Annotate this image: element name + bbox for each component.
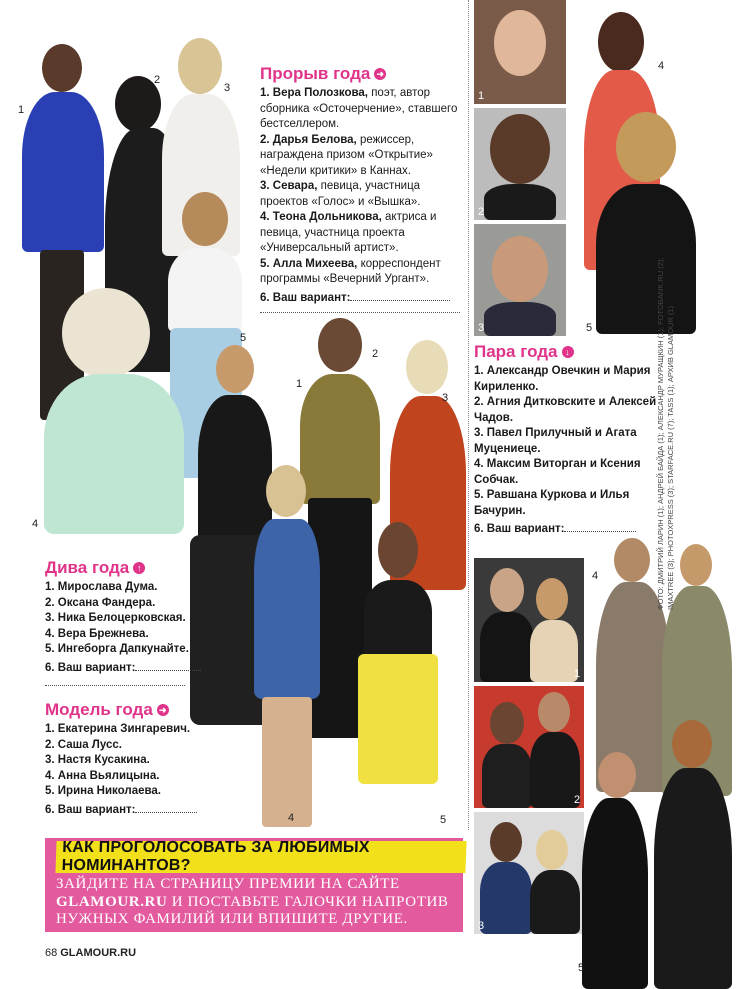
section-title: Пара года [474,342,558,361]
list-item: 5. Алла Михеева, корреспондент программы «Вечерний Ургант». [260,257,441,285]
breakthrough-section [260,64,465,306]
your-choice-field[interactable]: 6. Ваш вариант: [260,288,465,307]
model-photo-number: 5 [440,814,447,826]
arrow-up-icon: ↑ [133,562,145,574]
breakthrough-photo-3 [474,224,566,336]
list-item: 2. Дарья Белова, режиссер, награжденa призом «Открытие» «Недели критики» в Каннах. [260,133,433,177]
couple-section [474,342,674,538]
model-photo-number: 2 [372,348,379,360]
list-item: 5. Ирина Николаева. [45,785,162,797]
list-item: 4. Вера Брежнева. [45,627,149,640]
breakthrough-list [260,86,465,288]
diva-photo-number: 2 [154,74,161,86]
list-item: 1. Вера Полозкова, поэт, автор сборника «Осточерчение», ставшего бестселлером. [260,87,458,130]
list-item: 2. Агния Дитковските и Алексей Чадов. [474,396,657,424]
diva-photo-number: 5 [240,332,247,344]
model-list [45,722,235,800]
list-item: 1. Мирослава Дума. [45,581,158,593]
list-item: 4. Теона Дольникова, актриса и певица, участница проекта «Универсальный артист». [260,211,437,254]
couple-photo-number: 4 [592,570,599,582]
list-item: 1. Александр Овечкин и Мария Кириленко. [474,365,651,393]
list-item: 3. Ника Белоцерковская. [45,612,186,624]
breakthrough-photo-5 [590,112,700,334]
model-photo-4 [232,465,342,835]
model-section [45,700,235,818]
your-choice-field[interactable]: 6. Ваш вариант: [45,800,235,819]
diva-photo-number: 1 [18,104,25,116]
couple-photo-2 [474,686,584,808]
diva-section [45,558,225,676]
diva-photo-number: 4 [32,518,39,530]
list-item: 4. Анна Вьялицына. [45,769,160,782]
couple-photo-number: 2 [574,794,581,806]
breakthrough-photo-2 [474,108,566,220]
list-item: 1. Екатерина Зингаревич. [45,723,191,735]
list-item: 3. Павел Прилучный и Агата Муцениеце. [474,427,637,455]
model-photo-number: 3 [442,392,449,404]
list-item: 2. Саша Лусс. [45,738,122,751]
section-title: Дива года [45,558,130,577]
couple-photo-5 [576,714,736,989]
list-item: 3. Севара, певица, участница проектов «Голос» и «Вышка». [260,180,421,208]
arrow-down-icon: ↓ [562,346,574,358]
breakthrough-photo-number: 1 [478,90,485,102]
photo-credits: ФОТО: ДМИТРИЙ ЛАРИН (1); АНДРЕЙ БАЙДА (1); АЛЕКСАНДР МУРАЩКИН (1); FOTOBANK.RU (2); IMAXTREE (3); PHOTOXPRESS (3); STARFACE.RU (7); TASS (1); АРХИВ GLAMOUR (1) [656,257,675,610]
diva-list [45,580,225,658]
list-item: 4. Максим Виторган и Ксения Собчак. [474,458,641,486]
breakthrough-photo-number: 5 [586,322,593,334]
list-item: 5. Равшана Куркова и Илья Бачурин. [474,489,630,517]
your-choice-field[interactable]: 6. Ваш вариант: [474,519,674,538]
list-item: 5. Ингеборга Дапкунайте. [45,643,189,655]
couple-photo-1 [474,558,584,682]
model-photo-number: 4 [288,812,295,824]
site-link[interactable]: GLAMOUR.RU [56,893,168,910]
breakthrough-photo-number: 4 [658,60,665,72]
your-choice-field[interactable]: 6. Ваш вариант: [45,658,225,677]
page-number: 68 [45,947,58,959]
list-item: 3. Настя Кусакина. [45,754,150,766]
model-photo-number: 1 [296,378,303,390]
page-folio [45,947,136,959]
vote-title: КАК ПРОГОЛОСОВАТЬ ЗА ЛЮБИМЫХ НОМИНАНТОВ? [55,841,466,873]
arrow-right-icon: ➜ [157,704,169,716]
arrow-right-icon: ➜ [374,68,386,80]
folio-site: GLAMOUR.RU [60,947,137,959]
vote-instructions: ЗАЙДИТЕ НА СТРАНИЦУ ПРЕМИИ НА САЙТЕ GLAMOUR.RU И ПОСТАВЬТЕ ГАЛОЧКИ НАПРОТИВ НУЖНЫХ ФАМИЛИЙ ИЛИ ВПИШИТЕ ДРУГИЕ. [56,876,449,927]
column-divider [468,0,469,830]
section-title: Прорыв года [260,64,371,83]
section-title: Модель года [45,700,153,719]
diva-photo-number: 3 [224,82,231,94]
couple-photo-number: 1 [574,668,581,680]
divider [260,312,460,313]
couple-photo-number: 5 [578,962,585,974]
couple-list [474,364,674,519]
divider [45,685,185,686]
breakthrough-photo-number: 3 [478,322,485,334]
couple-photo-3 [474,812,584,934]
model-photo-5 [348,522,448,822]
breakthrough-photo-1 [474,0,566,104]
breakthrough-photo-number: 2 [478,206,485,218]
list-item: 2. Оксана Фандера. [45,596,156,609]
diva-photo-4 [40,288,190,538]
couple-photo-number: 3 [478,920,485,932]
